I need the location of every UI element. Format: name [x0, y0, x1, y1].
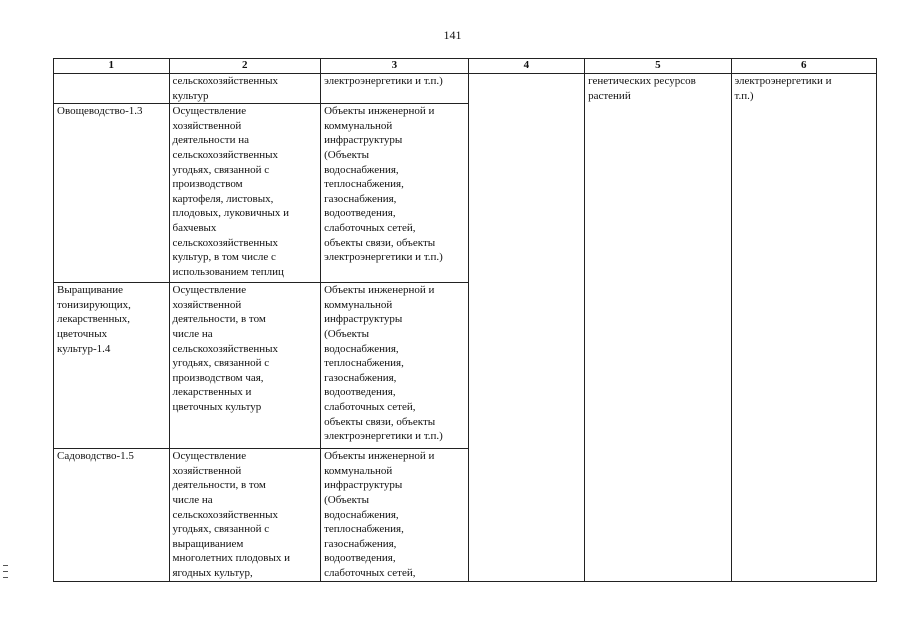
- cell-objects: электроэнергетики и т.п.): [321, 74, 468, 104]
- cell-description: сельскохозяйственных культур: [169, 74, 321, 104]
- header-row: [54, 59, 877, 74]
- cell-use-type: Овощеводство-1.3: [54, 104, 170, 283]
- cell-objects: Объекты инженерной и коммунальной инфраструктуры (Объекты водоснабжения, теплоснабжения, газоснабжения, водоотведения, слаботочных сетей, объекты связи, объекты электроэнергетики и т.п.): [321, 283, 468, 449]
- column-header-1: 1: [54, 59, 170, 74]
- cell-description: Осуществление хозяйственной деятельности на сельскохозяйственных угодьях, связанной с производством картофеля, листовых, плодовых, луковичных и бахчевых сельскохозяйственных культур, в том числе с использованием теплиц: [169, 104, 321, 283]
- cell-column-4: [468, 74, 585, 582]
- cell-description: Осуществление хозяйственной деятельности, в том числе на сельскохозяйственных угодьях, связанной с производством чая, лекарственных и цветочных культур: [169, 283, 321, 449]
- column-header-2: 2: [169, 59, 321, 74]
- cell-use-type: Садоводство-1.5: [54, 449, 170, 582]
- page-number: 141: [443, 28, 462, 42]
- cell-objects: Объекты инженерной и коммунальной инфраструктуры (Объекты водоснабжения, теплоснабжения, газоснабжения, водоотведения, слаботочных сетей, объекты связи, объекты электроэнергетики и т.п.): [321, 104, 468, 283]
- cell-column-5: генетических ресурсов растений: [585, 74, 731, 582]
- cell-column-6: электроэнергетики и т.п.): [731, 74, 876, 582]
- cell-use-type: Выращивание тонизирующих, лекарственных, цветочных культур-1.4: [54, 283, 170, 449]
- table-row: [54, 74, 877, 104]
- column-header-6: 6: [731, 59, 876, 74]
- column-header-5: 5: [585, 59, 731, 74]
- scan-edge-mark: [3, 565, 8, 578]
- document-table: [53, 58, 877, 582]
- column-header-4: 4: [468, 59, 585, 74]
- cell-use-type: [54, 74, 170, 104]
- cell-objects: Объекты инженерной и коммунальной инфраструктуры (Объекты водоснабжения, теплоснабжения, газоснабжения, водоотведения, слаботочных сетей,: [321, 449, 468, 582]
- cell-description: Осуществление хозяйственной деятельности, в том числе на сельскохозяйственных угодьях, связанной с выращиванием многолетних плодовых и ягодных культур,: [169, 449, 321, 582]
- column-header-3: 3: [321, 59, 468, 74]
